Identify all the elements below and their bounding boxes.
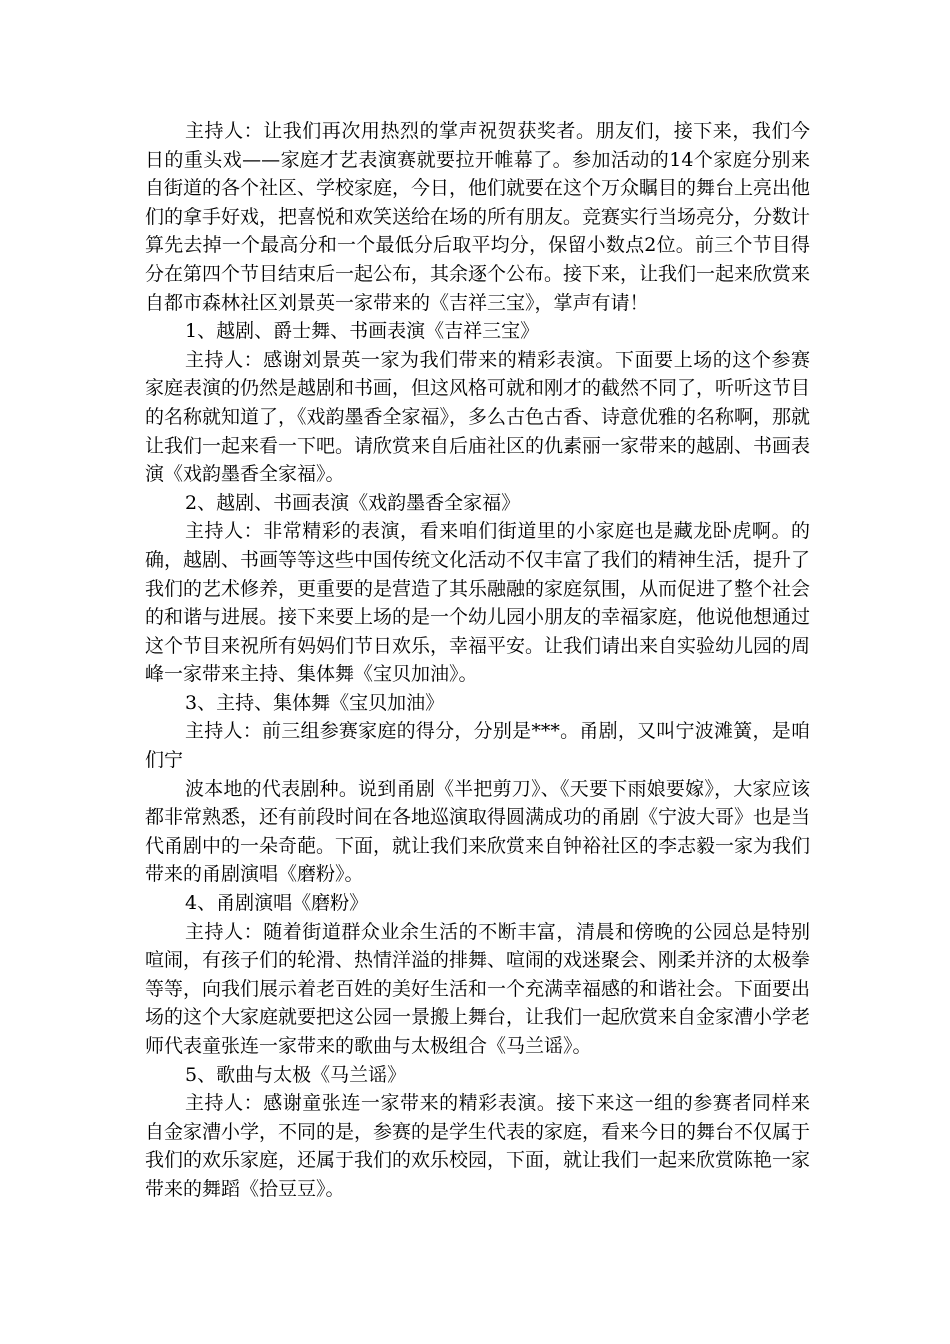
host-paragraph: 主持人：非常精彩的表演，看来咱们街道里的小家庭也是藏龙卧虎啊。的确，越剧、书画等等这些中国传统文化活动不仅丰富了我们的精神生活，提升了我们的艺术修养，更重要的是营造了其乐融融的家庭氛围，从而促进了整个社会的和谐与进展。接下来要上场的是一个幼儿园小朋友的幸福家庭，他说他想通过这个节目来祝所有妈妈们节日欢乐，幸福平安。让我们请出来自实验幼儿园的周峰一家带来主持、集体舞《宝贝加油》。 [145,520,811,686]
program-heading: 2、越剧、书画表演《戏韵墨香全家福》 [185,491,521,514]
host-paragraph: 主持人：感谢刘景英一家为我们带来的精彩表演。下面要上场的这个参赛家庭表演的仍然是越剧和书画，但这风格可就和刚才的截然不同了，听听这节目的名称就知道了，《戏韵墨香全家福》，多么古色古香、诗意优雅的名称啊，那就让我们一起来看一下吧。请欣赏来自后庙社区的仇素丽一家带来的越剧、书画表演《戏韵墨香全家福》。 [145,348,811,486]
host-paragraph: 主持人：让我们再次用热烈的掌声祝贺获奖者。朋友们，接下来，我们今日的重头戏——家庭才艺表演赛就要拉开帷幕了。参加活动的14个家庭分别来自街道的各个社区、学校家庭，今日，他们就要在这个万众瞩目的舞台上亮出他们的拿手好戏，把喜悦和欢笑送给在场的所有朋友。竞赛实行当场亮分，分数计算先去掉一个最高分和一个最低分后取平均分，保留小数点2位。前三个节目得分在第四个节目结束后一起公布，其余逐个公布。接下来，让我们一起来欣赏来自都市森林社区刘景英一家带来的《吉祥三宝》，掌声有请！ [145,120,811,314]
host-paragraph-continued: 波本地的代表剧种。说到甬剧《半把剪刀》、《天要下雨娘要嫁》，大家应该都非常熟悉，还有前段时间在各地巡演取得圆满成功的甬剧《宁波大哥》也是当代甬剧中的一朵奇葩。下面，就让我们来欣赏来自钟裕社区的李志毅一家为我们带来的甬剧演唱《磨粉》。 [145,777,811,886]
document-body [145,117,810,1204]
program-heading: 5、歌曲与太极《马兰谣》 [185,1063,407,1086]
host-paragraph: 主持人：随着街道群众业余生活的不断丰富，清晨和傍晚的公园总是特别喧闹，有孩子们的轮滑、热情洋溢的排舞、喧闹的戏迷聚会、刚柔并济的太极拳等等，向我们展示着老百姓的美好生活和一个充满幸福感的和谐社会。下面要出场的这个大家庭就要把这公园一景搬上舞台，让我们一起欣赏来自金家漕小学老师代表童张连一家带来的歌曲与太极组合《马兰谣》。 [145,920,811,1057]
program-heading: 4、甬剧演唱《磨粉》 [185,892,369,915]
host-paragraph: 主持人：感谢童张连一家带来的精彩表演。接下来这一组的参赛者同样来自金家漕小学，不同的是，参赛的是学生代表的家庭，看来今日的舞台不仅属于我们的欢乐家庭，还属于我们的欢乐校园，下面，就让我们一起来欣赏陈艳一家带来的舞蹈《拾豆豆》。 [145,1092,811,1200]
host-paragraph: 主持人：前三组参赛家庭的得分，分别是***。甬剧，又叫宁波滩簧，是咱们宁 [145,720,810,772]
program-heading: 1、越剧、爵士舞、书画表演《吉祥三宝》 [185,320,540,343]
program-heading: 3、主持、集体舞《宝贝加油》 [185,691,445,714]
